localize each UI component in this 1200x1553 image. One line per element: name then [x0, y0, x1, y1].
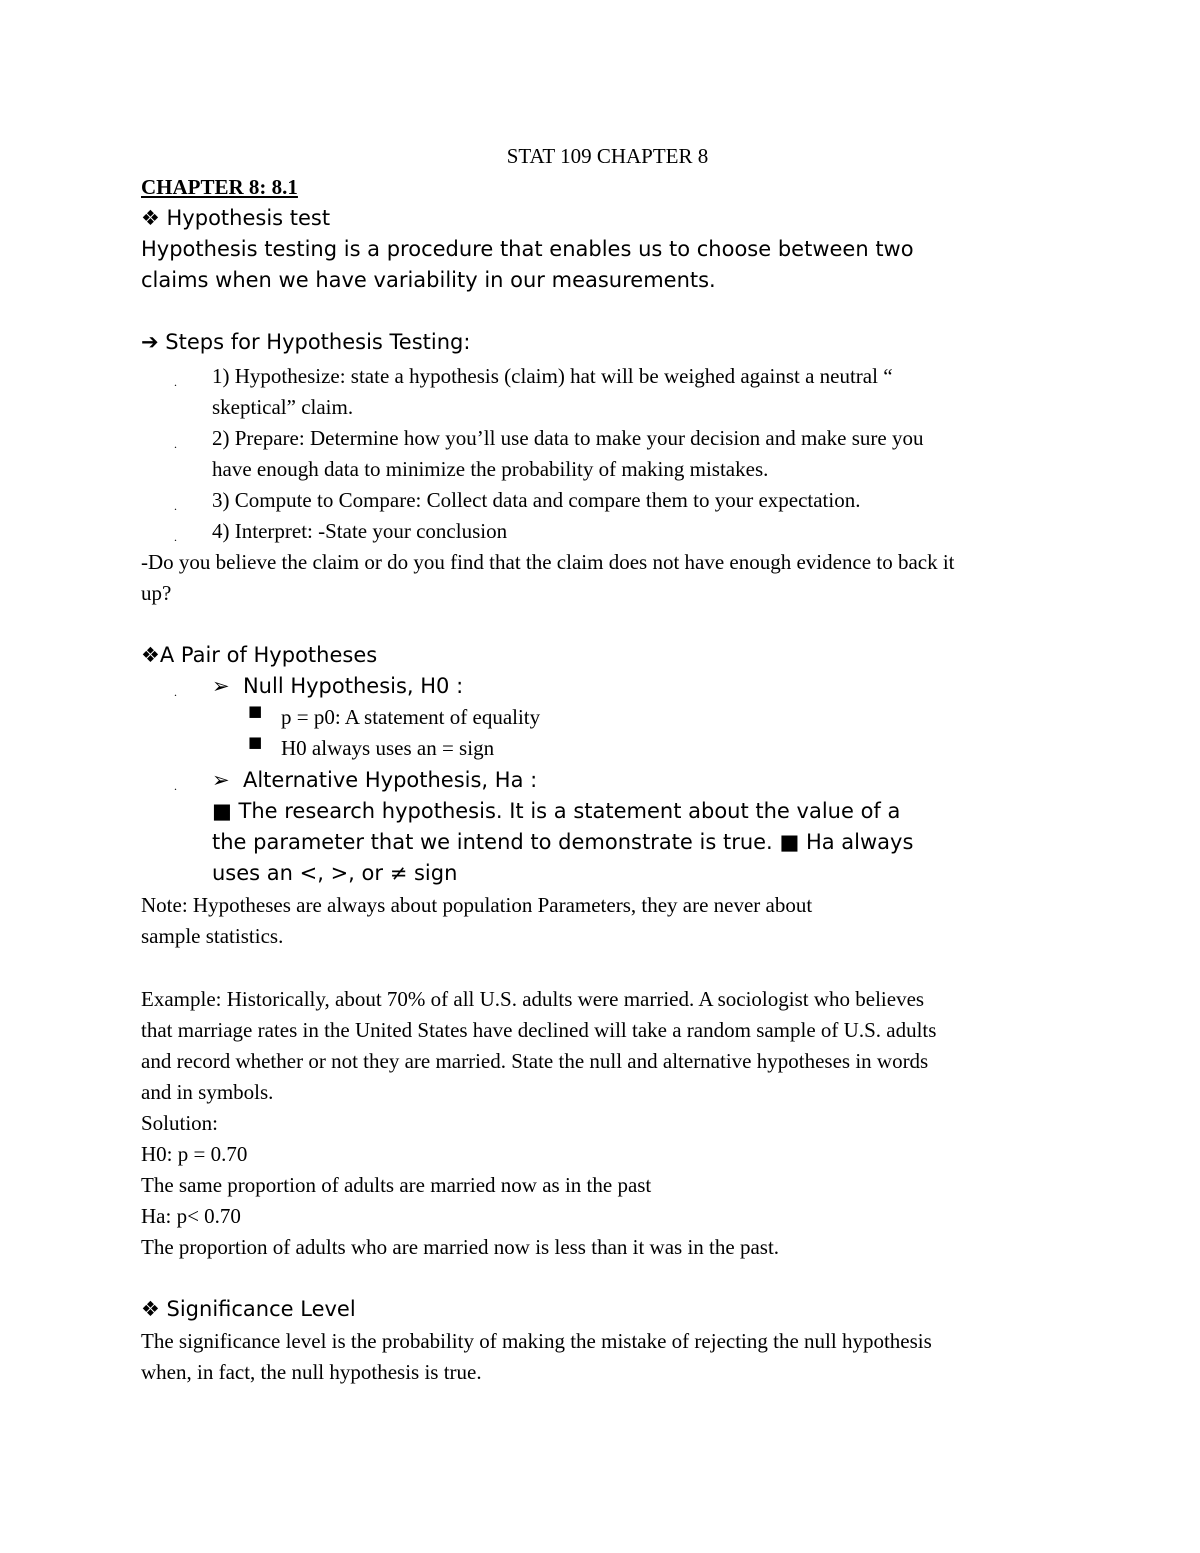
- arrowhead-bullet-icon: ➢: [212, 768, 230, 792]
- note-line: sample statistics.: [141, 924, 284, 948]
- step-1-line: 1) Hypothesize: state a hypothesis (claim) hat will be weighed against a neutral “: [212, 364, 893, 388]
- pair-heading: [141, 640, 377, 671]
- alt-desc-line: uses an <, >, or ≠ sign: [212, 861, 458, 885]
- square-bullet-icon: ■: [248, 702, 263, 720]
- example-line: that marriage rates in the United States have declined will take a random sample of U.S. adults: [141, 1018, 937, 1042]
- example-line: Example: Historically, about 70% of all U.S. adults were married. A sociologist who believes: [141, 987, 925, 1011]
- diamond-bullet-icon: ❖: [141, 1297, 160, 1321]
- significance-heading: [141, 1294, 356, 1325]
- alt-desc-text: The research hypothesis. It is a statement about the value of a: [238, 799, 901, 823]
- alt-hypothesis-symbol: Ha: p< 0.70: [141, 1204, 241, 1228]
- alt-desc-text: Ha always: [805, 830, 914, 854]
- list-marker: .: [174, 499, 177, 513]
- alt-desc-line: [212, 796, 900, 827]
- step-2-line: have enough data to minimize the probability of making mistakes.: [212, 457, 769, 481]
- example-line: and record whether or not they are married. State the null and alternative hypotheses in words: [141, 1049, 929, 1073]
- square-bullet-icon: ■: [248, 733, 263, 751]
- alt-hypothesis-heading-text: Alternative Hypothesis, Ha :: [242, 768, 538, 792]
- steps-followup-line: up?: [141, 581, 172, 605]
- arrowhead-bullet-icon: ➢: [212, 674, 230, 698]
- list-marker: .: [174, 779, 177, 793]
- list-marker: .: [174, 437, 177, 451]
- page-title: STAT 109 CHAPTER 8: [506, 144, 709, 168]
- list-marker: .: [174, 685, 177, 699]
- significance-heading-text: Significance Level: [166, 1297, 356, 1321]
- steps-heading: [141, 327, 470, 358]
- null-hypothesis-heading: [212, 671, 463, 702]
- steps-followup-line: -Do you believe the claim or do you find that the claim does not have enough evidence to back it: [141, 550, 955, 574]
- solution-label: Solution:: [141, 1111, 219, 1135]
- significance-line: The significance level is the probability of making the mistake of rejecting the null hypothesis: [141, 1329, 932, 1353]
- step-3-line: 3) Compute to Compare: Collect data and compare them to your expectation.: [212, 488, 861, 512]
- alt-desc-line: [212, 827, 913, 858]
- step-1-line: skeptical” claim.: [212, 395, 354, 419]
- alt-hypothesis-words: The proportion of adults who are married now is less than it was in the past.: [141, 1235, 780, 1259]
- significance-line: when, in fact, the null hypothesis is true.: [141, 1360, 482, 1384]
- hypothesis-test-heading: [141, 203, 330, 234]
- alt-desc-text: the parameter that we intend to demonstrate is true.: [212, 830, 773, 854]
- note-line: Note: Hypotheses are always about population Parameters, they are never about: [141, 893, 813, 917]
- pair-heading-text: A Pair of Hypotheses: [159, 643, 378, 667]
- diamond-bullet-icon: ❖: [141, 206, 160, 230]
- square-bullet-icon: ■: [212, 799, 232, 823]
- hypothesis-test-desc-line: Hypothesis testing is a procedure that enables us to choose between two: [141, 237, 914, 261]
- null-hypothesis-symbol: H0: p = 0.70: [141, 1142, 248, 1166]
- alt-hypothesis-heading: [212, 765, 537, 796]
- diamond-bullet-icon: ❖: [141, 643, 160, 667]
- hypothesis-test-heading-text: Hypothesis test: [166, 206, 331, 230]
- null-hypothesis-heading-text: Null Hypothesis, H0 :: [242, 674, 464, 698]
- chapter-heading: CHAPTER 8: 8.1: [141, 175, 298, 199]
- null-item: p = p0: A statement of equality: [281, 705, 541, 729]
- null-hypothesis-words: The same proportion of adults are married now as in the past: [141, 1173, 652, 1197]
- list-marker: .: [174, 375, 177, 389]
- example-line: and in symbols.: [141, 1080, 274, 1104]
- square-bullet-icon: ■: [779, 830, 800, 854]
- list-marker: .: [174, 530, 177, 544]
- step-2-line: 2) Prepare: Determine how you’ll use data to make your decision and make sure you: [212, 426, 924, 450]
- null-item: H0 always uses an = sign: [281, 736, 495, 760]
- hypothesis-test-desc-line: claims when we have variability in our measurements.: [141, 268, 716, 292]
- steps-heading-text: Steps for Hypothesis Testing:: [165, 330, 471, 354]
- step-4-line: 4) Interpret: -State your conclusion: [212, 519, 508, 543]
- arrow-right-icon: ➔: [141, 330, 159, 354]
